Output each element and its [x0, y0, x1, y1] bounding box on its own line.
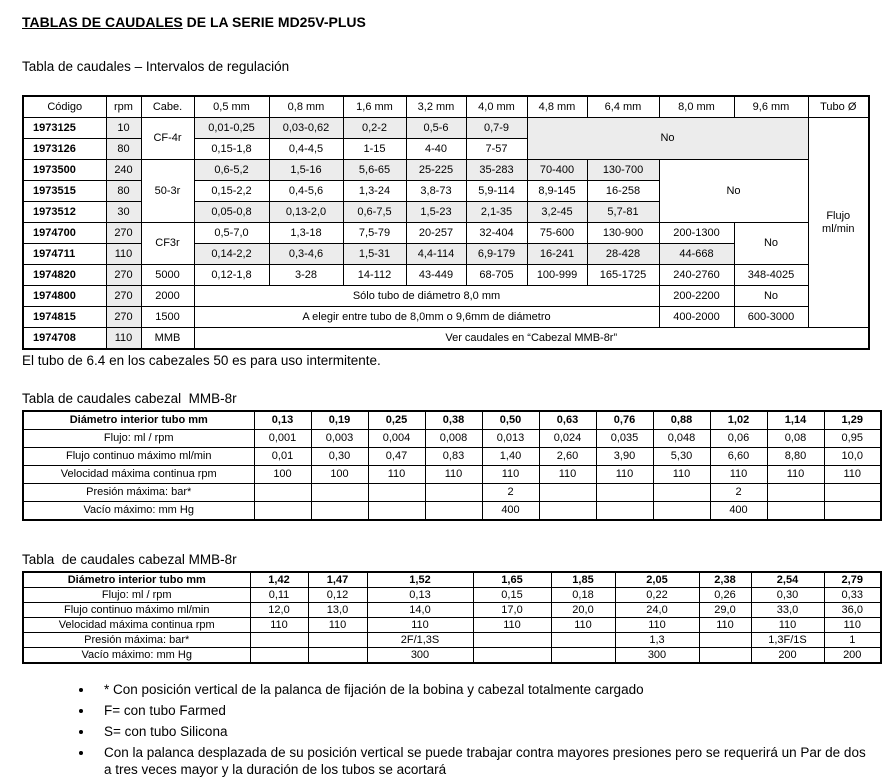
diameter-cell: 0,25 [368, 411, 425, 430]
range-cell: 14-112 [343, 265, 406, 286]
rpm-cell: 270 [106, 223, 141, 244]
footnotes-list [22, 681, 868, 778]
table-row [23, 484, 881, 502]
diameter-cell: 0,76 [596, 411, 653, 430]
code-cell: 1973512 [23, 202, 106, 223]
row-label-cell: Velocidad máxima continua rpm [23, 466, 254, 484]
value-cell: 0,33 [824, 588, 881, 603]
table-row [23, 430, 881, 448]
footnote-item: • F= con tubo Farmed [94, 702, 868, 719]
value-cell: 110 [425, 466, 482, 484]
value-cell: 8,80 [767, 448, 824, 466]
range-cell: 0,12-1,8 [194, 265, 269, 286]
value-cell: 1,3F/1S [751, 633, 824, 648]
value-cell: 0,15 [473, 588, 551, 603]
diameter-cell: 1,47 [308, 572, 367, 588]
row-label-cell: Diámetro interior tubo mm [23, 572, 250, 588]
value-cell: 110 [653, 466, 710, 484]
value-cell: 200 [824, 648, 881, 664]
value-cell: 0,004 [368, 430, 425, 448]
range-cell: 1,5-16 [269, 160, 343, 181]
range-cell: 44-668 [659, 244, 734, 265]
range-cell: 0,5-6 [406, 118, 466, 139]
footnote-item: • * Con posición vertical de la palanca de fijación de la bobina y cabezal totalmente cargado [94, 681, 868, 698]
value-cell: 0,47 [368, 448, 425, 466]
range-cell: 130-900 [587, 223, 659, 244]
value-cell: 2F/1,3S [367, 633, 473, 648]
row-label-cell: Presión máxima: bar* [23, 484, 254, 502]
table-row [23, 307, 869, 328]
value-cell: 29,0 [699, 603, 751, 618]
range-cell: 600-3000 [734, 307, 808, 328]
value-cell: 14,0 [367, 603, 473, 618]
range-cell: 3-28 [269, 265, 343, 286]
merged-note-cell: Sólo tubo de diámetro 8,0 mm [194, 286, 659, 307]
value-cell: 1,3 [615, 633, 699, 648]
header-cell-tube-size: 4,0 mm [466, 96, 527, 118]
value-cell: 400 [710, 502, 767, 521]
value-cell: 110 [710, 466, 767, 484]
value-cell: 110 [615, 618, 699, 633]
value-cell: 110 [824, 466, 881, 484]
value-cell [311, 502, 368, 521]
value-cell: 36,0 [824, 603, 881, 618]
cabezal-cell: 1500 [141, 307, 194, 328]
value-cell: 20,0 [551, 603, 615, 618]
rpm-cell: 110 [106, 328, 141, 350]
value-cell [653, 484, 710, 502]
diameter-cell: 0,63 [539, 411, 596, 430]
value-cell: 0,013 [482, 430, 539, 448]
row-label-cell: Vacío máximo: mm Hg [23, 648, 250, 664]
value-cell: 0,001 [254, 430, 311, 448]
value-cell: 0,01 [254, 448, 311, 466]
diameter-cell: 1,65 [473, 572, 551, 588]
diameter-cell: 0,38 [425, 411, 482, 430]
cabezal-cell: 2000 [141, 286, 194, 307]
code-cell: 1973125 [23, 118, 106, 139]
value-cell [473, 648, 551, 664]
code-cell: 1973500 [23, 160, 106, 181]
diameter-cell: 1,14 [767, 411, 824, 430]
diameter-cell: 2,38 [699, 572, 751, 588]
value-cell [539, 484, 596, 502]
table-row [23, 448, 881, 466]
range-cell: 0,15-2,2 [194, 181, 269, 202]
value-cell [551, 633, 615, 648]
rpm-cell: 80 [106, 181, 141, 202]
range-cell: 0,6-7,5 [343, 202, 406, 223]
table-row [23, 328, 869, 350]
code-cell: 1973126 [23, 139, 106, 160]
range-cell: 70-400 [527, 160, 587, 181]
row-label-cell: Flujo continuo máximo ml/min [23, 448, 254, 466]
value-cell: 6,60 [710, 448, 767, 466]
no-cell: No [659, 160, 808, 223]
table-header-row [23, 411, 881, 430]
no-cell: No [734, 223, 808, 265]
header-cell-tube-diameter: Tubo Ø [808, 96, 869, 118]
rpm-cell: 80 [106, 139, 141, 160]
value-cell [311, 484, 368, 502]
diameter-cell: 1,85 [551, 572, 615, 588]
no-cell: No [527, 118, 808, 160]
value-cell: 0,11 [250, 588, 308, 603]
value-cell: 1 [824, 633, 881, 648]
rpm-cell: 30 [106, 202, 141, 223]
value-cell: 100 [311, 466, 368, 484]
range-cell: 7-57 [466, 139, 527, 160]
cabezal-cell: MMB [141, 328, 194, 350]
table-row [23, 265, 869, 286]
range-cell: 5,6-65 [343, 160, 406, 181]
range-cell: 4-40 [406, 139, 466, 160]
range-cell: 1,5-23 [406, 202, 466, 223]
range-cell: 0,01-0,25 [194, 118, 269, 139]
mmb8r-table-small [22, 410, 882, 521]
merged-note-cell: A elegir entre tubo de 8,0mm o 9,6mm de diámetro [194, 307, 659, 328]
value-cell: 0,18 [551, 588, 615, 603]
table1-footnote: El tubo de 6.4 en los cabezales 50 es para uso intermitente. [22, 353, 381, 368]
table-row [23, 588, 881, 603]
table-row [23, 160, 869, 181]
diameter-cell: 1,02 [710, 411, 767, 430]
value-cell [425, 502, 482, 521]
table1-title: Tabla de caudales – Intervalos de regulación [22, 59, 290, 74]
code-cell: 1974815 [23, 307, 106, 328]
value-cell: 3,90 [596, 448, 653, 466]
value-cell: 0,83 [425, 448, 482, 466]
table-row [23, 502, 881, 521]
value-cell [767, 484, 824, 502]
value-cell: 110 [751, 618, 824, 633]
value-cell [551, 648, 615, 664]
value-cell: 110 [699, 618, 751, 633]
value-cell: 110 [539, 466, 596, 484]
value-cell [539, 502, 596, 521]
header-cell-cabezal: Cabe. [141, 96, 194, 118]
regulation-intervals-table [22, 95, 870, 350]
table-row [23, 633, 881, 648]
rpm-cell: 270 [106, 307, 141, 328]
value-cell: 110 [551, 618, 615, 633]
value-cell: 300 [367, 648, 473, 664]
range-cell: 5,9-114 [466, 181, 527, 202]
row-label-cell: Diámetro interior tubo mm [23, 411, 254, 430]
value-cell [596, 502, 653, 521]
value-cell [254, 502, 311, 521]
value-cell: 0,12 [308, 588, 367, 603]
diameter-cell: 0,13 [254, 411, 311, 430]
value-cell [767, 502, 824, 521]
value-cell: 110 [596, 466, 653, 484]
header-cell-tube-size: 6,4 mm [587, 96, 659, 118]
header-cell-tube-size: 3,2 mm [406, 96, 466, 118]
value-cell [473, 633, 551, 648]
range-cell: 0,13-2,0 [269, 202, 343, 223]
rpm-cell: 270 [106, 286, 141, 307]
value-cell: 2,60 [539, 448, 596, 466]
header-cell-tube-size: 1,6 mm [343, 96, 406, 118]
value-cell: 1,40 [482, 448, 539, 466]
range-cell: 400-2000 [659, 307, 734, 328]
value-cell: 10,0 [824, 448, 881, 466]
diameter-cell: 2,79 [824, 572, 881, 588]
range-cell: 5,7-81 [587, 202, 659, 223]
range-cell: 16-258 [587, 181, 659, 202]
value-cell [824, 484, 881, 502]
row-label-cell: Presión máxima: bar* [23, 633, 250, 648]
value-cell: 400 [482, 502, 539, 521]
cabezal-cell: 5000 [141, 265, 194, 286]
value-cell: 110 [767, 466, 824, 484]
code-cell: 1974800 [23, 286, 106, 307]
table-row [23, 618, 881, 633]
table-row [23, 223, 869, 244]
value-cell: 0,13 [367, 588, 473, 603]
value-cell: 110 [473, 618, 551, 633]
cabezal-cell: CF-4r [141, 118, 194, 160]
value-cell: 110 [250, 618, 308, 633]
diameter-cell: 0,19 [311, 411, 368, 430]
range-cell: 28-428 [587, 244, 659, 265]
rpm-cell: 270 [106, 265, 141, 286]
value-cell: 0,26 [699, 588, 751, 603]
code-cell: 1974711 [23, 244, 106, 265]
footnote-item: • S= con tubo Silicona [94, 723, 868, 740]
range-cell: 0,15-1,8 [194, 139, 269, 160]
code-cell: 1974700 [23, 223, 106, 244]
range-cell: 68-705 [466, 265, 527, 286]
table-row [23, 648, 881, 664]
value-cell: 5,30 [653, 448, 710, 466]
value-cell: 300 [615, 648, 699, 664]
value-cell [250, 633, 308, 648]
range-cell: 1,3-24 [343, 181, 406, 202]
no-cell: No [734, 286, 808, 307]
value-cell [653, 502, 710, 521]
value-cell: 110 [824, 618, 881, 633]
table-row [23, 603, 881, 618]
value-cell: 0,06 [710, 430, 767, 448]
flujo-unit-cell: Flujo ml/min [808, 118, 869, 328]
cabezal-cell: CF3r [141, 223, 194, 265]
range-cell: 6,9-179 [466, 244, 527, 265]
value-cell: 0,95 [824, 430, 881, 448]
header-cell-codigo: Código [23, 96, 106, 118]
value-cell: 13,0 [308, 603, 367, 618]
range-cell: 0,4-4,5 [269, 139, 343, 160]
range-cell: 1,3-18 [269, 223, 343, 244]
range-cell: 240-2760 [659, 265, 734, 286]
value-cell: 110 [482, 466, 539, 484]
mmb8r-table-large [22, 571, 882, 664]
value-cell: 0,30 [311, 448, 368, 466]
row-label-cell: Velocidad máxima continua rpm [23, 618, 250, 633]
range-cell: 3,8-73 [406, 181, 466, 202]
value-cell: 12,0 [250, 603, 308, 618]
range-cell: 4,4-114 [406, 244, 466, 265]
diameter-cell: 1,42 [250, 572, 308, 588]
diameter-cell: 0,88 [653, 411, 710, 430]
value-cell: 100 [254, 466, 311, 484]
diameter-cell: 0,50 [482, 411, 539, 430]
code-cell: 1974708 [23, 328, 106, 350]
value-cell: 110 [308, 618, 367, 633]
diameter-cell: 1,52 [367, 572, 473, 588]
value-cell: 24,0 [615, 603, 699, 618]
range-cell: 0,05-0,8 [194, 202, 269, 223]
rpm-cell: 110 [106, 244, 141, 265]
row-label-cell: Flujo: ml / rpm [23, 430, 254, 448]
range-cell: 0,2-2 [343, 118, 406, 139]
page-title [22, 14, 868, 30]
value-cell: 0,08 [767, 430, 824, 448]
footnote-item: • Con la palanca desplazada de su posición vertical se puede trabajar contra mayores presiones pero se requerirá un Par de dos a tres veces mayor y la duración de los tubos se acortará [94, 744, 868, 778]
rpm-cell: 10 [106, 118, 141, 139]
cabezal-cell: 50-3r [141, 160, 194, 223]
value-cell [308, 633, 367, 648]
value-cell: 110 [368, 466, 425, 484]
value-cell [368, 502, 425, 521]
header-cell-tube-size: 0,5 mm [194, 96, 269, 118]
table-header-row [23, 96, 869, 118]
code-cell: 1973515 [23, 181, 106, 202]
value-cell [596, 484, 653, 502]
diameter-cell: 2,54 [751, 572, 824, 588]
value-cell: 0,008 [425, 430, 482, 448]
value-cell: 2 [482, 484, 539, 502]
range-cell: 25-225 [406, 160, 466, 181]
value-cell [425, 484, 482, 502]
range-cell: 200-2200 [659, 286, 734, 307]
value-cell [699, 633, 751, 648]
row-label-cell: Flujo continuo máximo ml/min [23, 603, 250, 618]
value-cell: 110 [367, 618, 473, 633]
range-cell: 0,5-7,0 [194, 223, 269, 244]
table-row [23, 466, 881, 484]
value-cell [824, 502, 881, 521]
range-cell: 100-999 [527, 265, 587, 286]
value-cell [250, 648, 308, 664]
range-cell: 43-449 [406, 265, 466, 286]
row-label-cell: Vacío máximo: mm Hg [23, 502, 254, 521]
table-row [23, 286, 869, 307]
header-cell-tube-size: 0,8 mm [269, 96, 343, 118]
range-cell: 3,2-45 [527, 202, 587, 223]
value-cell [368, 484, 425, 502]
range-cell: 8,9-145 [527, 181, 587, 202]
range-cell: 0,14-2,2 [194, 244, 269, 265]
diameter-cell: 2,05 [615, 572, 699, 588]
value-cell: 33,0 [751, 603, 824, 618]
table2-title: Tabla de caudales cabezal MMB-8r [22, 391, 237, 406]
range-cell: 16-241 [527, 244, 587, 265]
range-cell: 2,1-35 [466, 202, 527, 223]
table3-title: Tabla de caudales cabezal MMB-8r [22, 552, 237, 567]
range-cell: 130-700 [587, 160, 659, 181]
header-cell-tube-size: 9,6 mm [734, 96, 808, 118]
range-cell: 75-600 [527, 223, 587, 244]
value-cell: 0,048 [653, 430, 710, 448]
value-cell: 0,003 [311, 430, 368, 448]
range-cell: 35-283 [466, 160, 527, 181]
value-cell: 0,30 [751, 588, 824, 603]
page-title-underlined: TABLAS DE CAUDALES [22, 14, 183, 30]
table-header-row [23, 572, 881, 588]
code-cell: 1974820 [23, 265, 106, 286]
value-cell: 200 [751, 648, 824, 664]
header-cell-tube-size: 4,8 mm [527, 96, 587, 118]
range-cell: 165-1725 [587, 265, 659, 286]
header-cell-tube-size: 8,0 mm [659, 96, 734, 118]
page-title-rest: DE LA SERIE MD25V-PLUS [182, 14, 366, 30]
range-cell: 0,7-9 [466, 118, 527, 139]
range-cell: 1,5-31 [343, 244, 406, 265]
value-cell: 2 [710, 484, 767, 502]
range-cell: 0,3-4,6 [269, 244, 343, 265]
value-cell: 0,024 [539, 430, 596, 448]
table-row [23, 118, 869, 139]
value-cell: 0,035 [596, 430, 653, 448]
range-cell: 0,4-5,6 [269, 181, 343, 202]
range-cell: 32-404 [466, 223, 527, 244]
header-cell-rpm: rpm [106, 96, 141, 118]
range-cell: 348-4025 [734, 265, 808, 286]
range-cell: 0,03-0,62 [269, 118, 343, 139]
value-cell [699, 648, 751, 664]
value-cell [254, 484, 311, 502]
merged-note-cell: Ver caudales en “Cabezal MMB-8r” [194, 328, 869, 350]
rpm-cell: 240 [106, 160, 141, 181]
value-cell [308, 648, 367, 664]
range-cell: 7,5-79 [343, 223, 406, 244]
value-cell: 0,22 [615, 588, 699, 603]
range-cell: 200-1300 [659, 223, 734, 244]
range-cell: 20-257 [406, 223, 466, 244]
diameter-cell: 1,29 [824, 411, 881, 430]
value-cell: 17,0 [473, 603, 551, 618]
row-label-cell: Flujo: ml / rpm [23, 588, 250, 603]
range-cell: 0,6-5,2 [194, 160, 269, 181]
range-cell: 1-15 [343, 139, 406, 160]
